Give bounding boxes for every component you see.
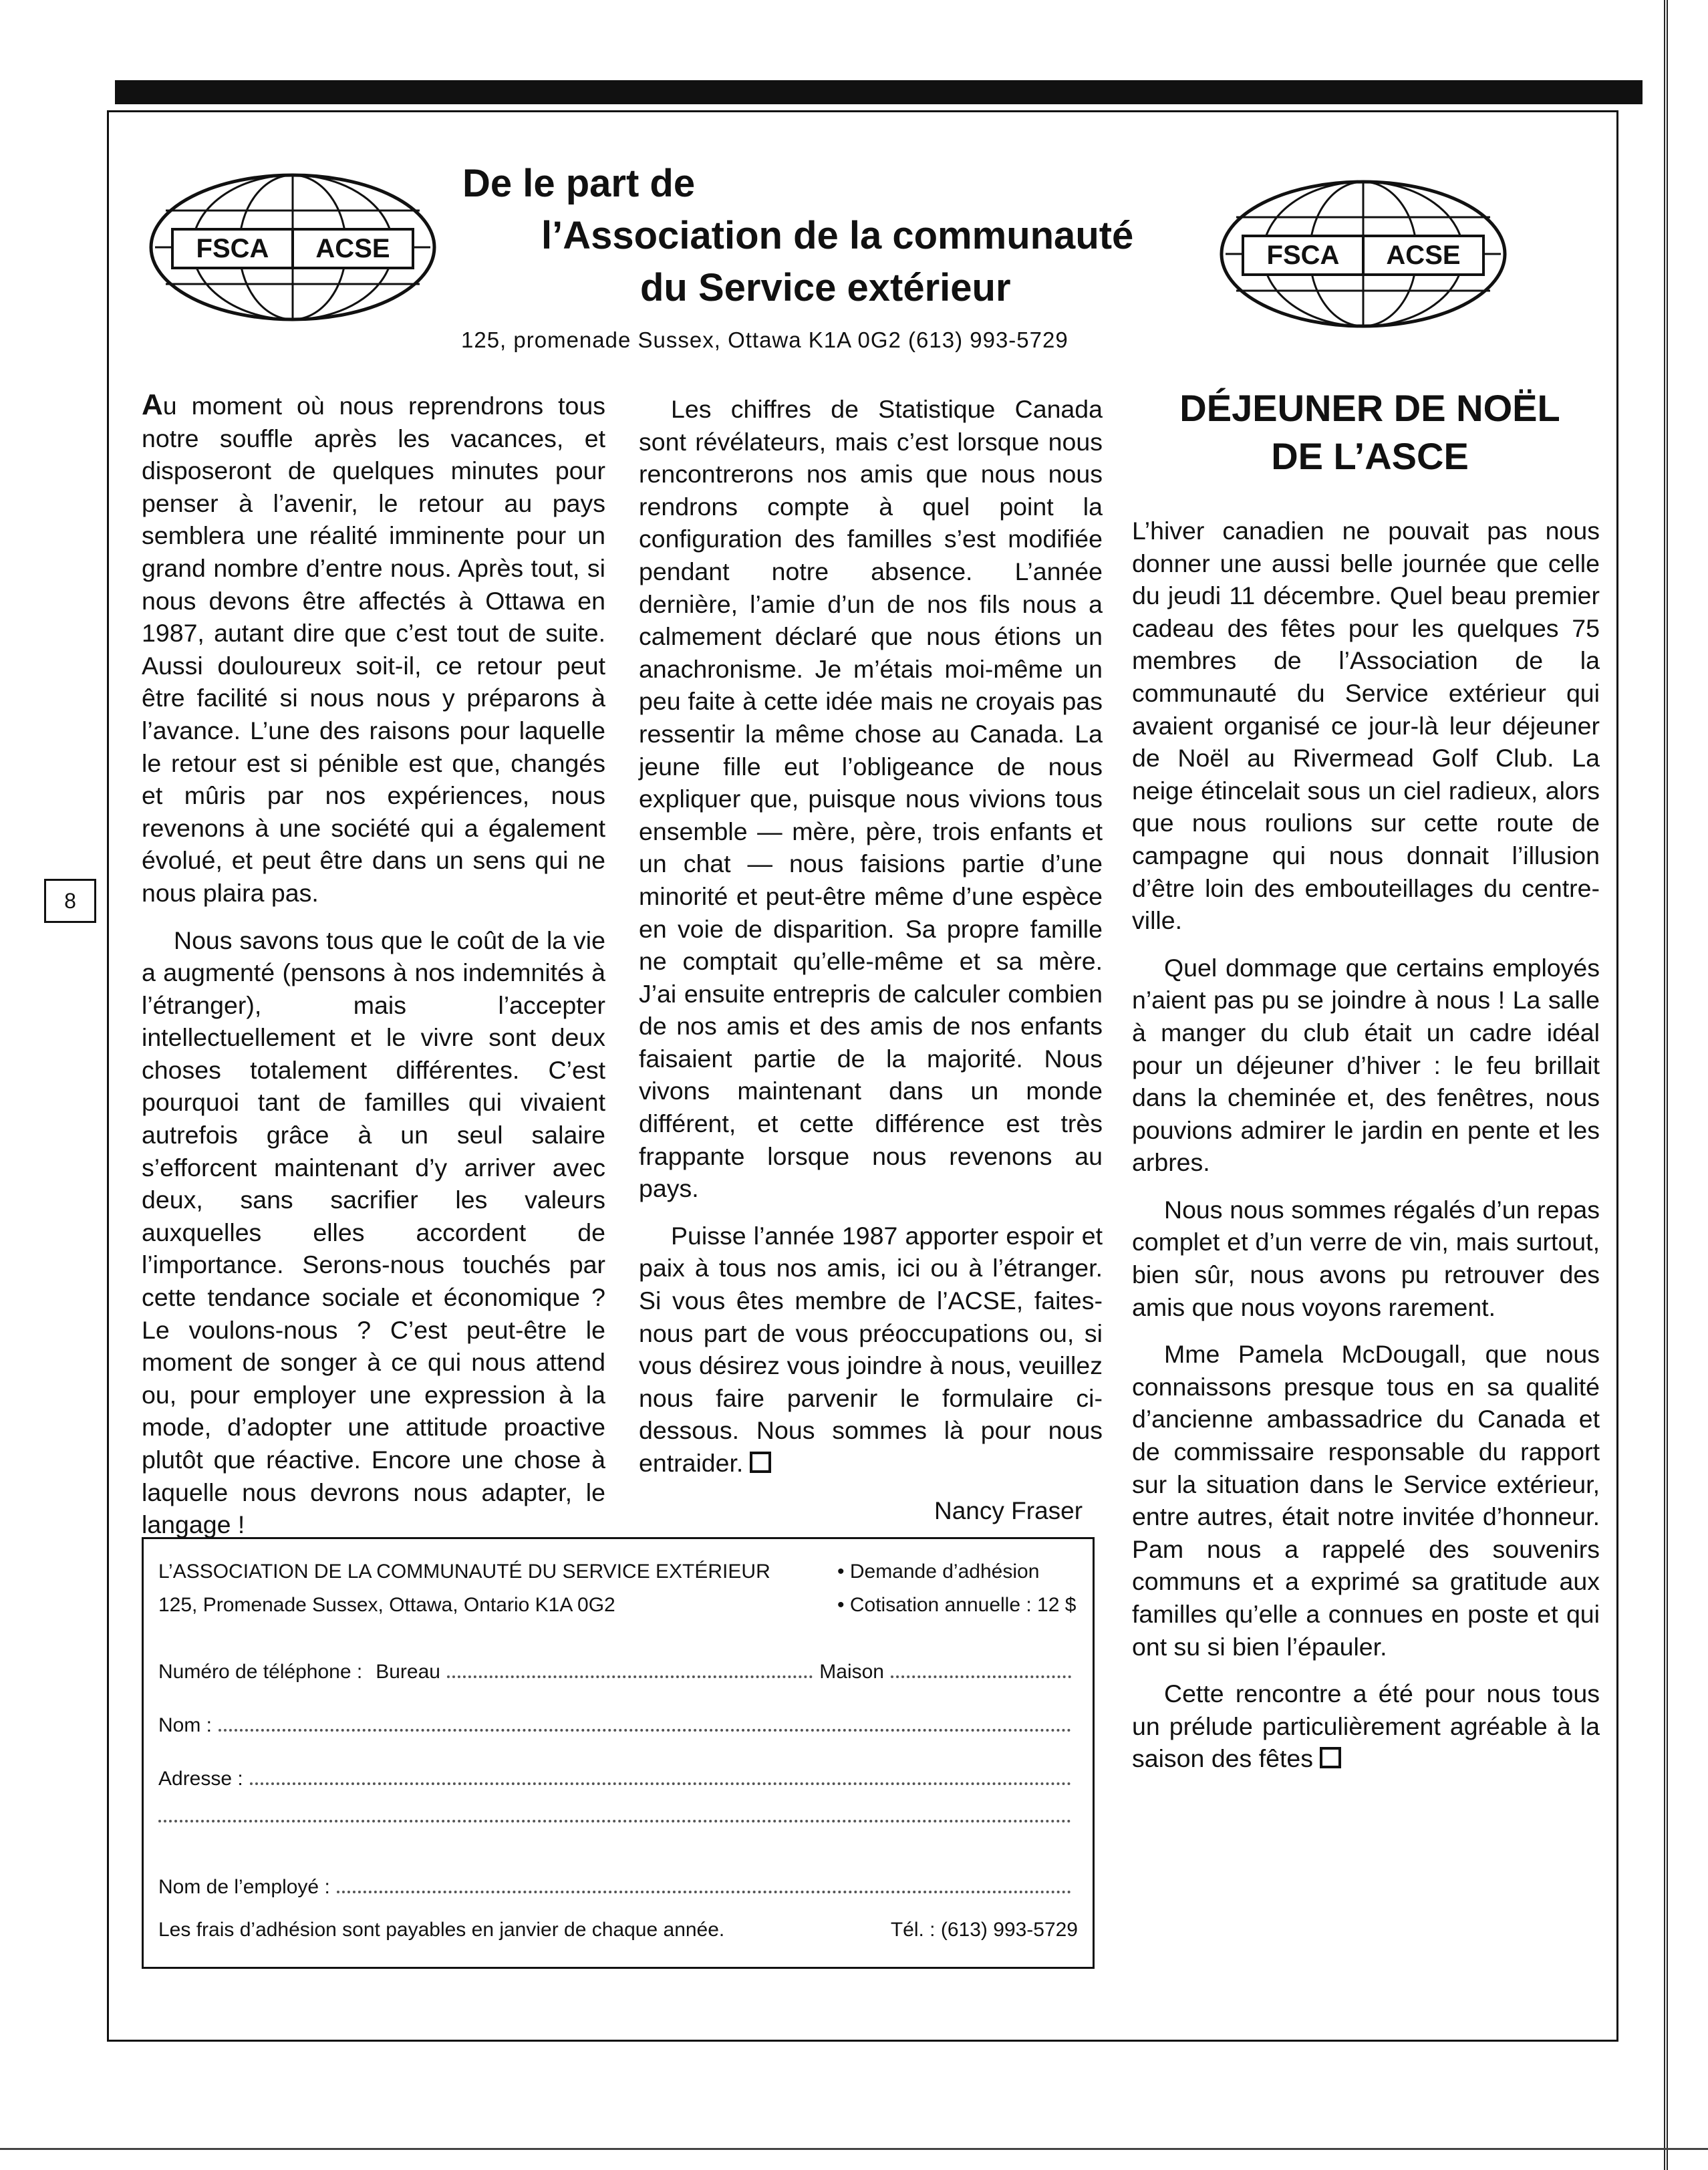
office-phone-field[interactable] (447, 1675, 813, 1678)
fsca-acse-logo (146, 170, 440, 324)
fsca-acse-logo-right (1216, 177, 1510, 331)
address-field-line2[interactable] (158, 1820, 1071, 1822)
logo-left-label: FSCA (1266, 241, 1340, 270)
end-square-icon (750, 1452, 771, 1473)
logo-right-label: ACSE (1386, 241, 1461, 270)
signature: Nancy Fraser (934, 1497, 1083, 1524)
globe-icon (146, 170, 440, 324)
globe-icon (1216, 177, 1510, 331)
noel-title-line1: DÉJEUNER DE NOËL (1179, 387, 1560, 429)
paragraph-text: Pamela McDougall, que nous connaissons presque tous en sa qualité d’ancienne ambassadrice du Canada et de commissaire responsable du rapport sur la situation dans le Service extérieur, entre autres, était notre invitée d’honneur. Pam nous a rappelé des souvenirs communs et a exprimé sa gratitude aux familles qu’elle a connues en poste et qui ont su si bien l’épauler. (1132, 1340, 1600, 1661)
drop-cap: A (142, 388, 163, 421)
employee-label: Nom de l’employé : (158, 1876, 330, 1898)
noel-paragraph: Quel dommage que certains employés n’aient pas pu se joindre à nous ! La salle à manger du club était un cadre idéal pour un déjeuner d’hiver : le feu brillait dans la cheminée et, des fenêtres, nous pouvions admirer le jardin en pente et les arbres. (1132, 953, 1600, 1177)
office-label: Bureau (376, 1661, 440, 1683)
noel-paragraph: L’hiver canadien ne pouvait pas nous donner une aussi belle journée que celle du jeudi 11 décembre. Quel beau premier cadeau des fêtes pour les quelques 75 membres de l’Association de la communauté du Service extérieur qui avaient organisé ce jour-là leur déjeuner de Noël au Rivermead Golf Club. La neige étincelait sous un ciel radieux, alors que nous roulions sur cette route de campagne qui nous donnait l’illusion d’être loin des embouteillages du centre-ville. (1132, 517, 1600, 935)
home-label: Maison (819, 1661, 884, 1683)
end-square-icon (1320, 1747, 1341, 1768)
form-tel: Tél. : (613) 993-5729 (890, 1919, 1078, 1941)
name-label: Nom : (158, 1714, 212, 1736)
top-rule (115, 80, 1643, 104)
logo-right-label: ACSE (315, 234, 390, 263)
address-label: Adresse : (158, 1768, 243, 1790)
article-paragraph (142, 389, 605, 910)
title-abbrev: Mme (1164, 1340, 1220, 1369)
header-line3: du Service extérieur (640, 266, 1011, 309)
noel-paragraph (1132, 1338, 1600, 1663)
article-column-2 (639, 393, 1103, 1494)
paragraph-text: Cette rencontre a été pour nous tous un prélude particulièrement agréable à la saison des fêtes (1132, 1679, 1600, 1773)
header-line1: De le part de (462, 162, 696, 205)
article-paragraph: Les chiffres de Statistique Canada sont révélateurs, mais c’est lorsque nous rencontrerons nos amis que nous nous rendrons compte à quel point la configuration des familles s’est modifiée pendant notre absence. L’année dernière, l’amie d’un de nos fils nous a calmement déclaré que nous étions un anachronisme. Je m’étais moi-même un peu faite à cette idée mais ne croyais pas ressentir la même chose au Canada. La jeune fille eut l’obligeance de nous expliquer que, puisque nous vivions tous ensemble — mère, père, trois enfants et un chat — nous faisions partie d’une minorité et peut-être même d’une espèce en voie de disparition. Sa propre famille ne comptait qu’elle-même et sa mère. J’ai ensuite entrepris de calculer combien de nos amis et des amis de nos enfants faisaient partie de la majorité. Nous vivons maintenant dans un monde différent, et cette différence est très frappante lorsque nous revenons au pays. (639, 395, 1103, 1203)
page-number: 8 (44, 879, 96, 923)
binding-edge (1664, 0, 1708, 2170)
article-column-1 (142, 389, 605, 1556)
name-field[interactable] (219, 1729, 1071, 1732)
article-paragraph: Nous savons tous que le coût de la vie a augmenté (pensons à nos indemnités à l’étranger), mais l’accepter intellectuellement et le vivre sont deux choses totalement différentes. C’est pourquoi tant de familles qui vivaient autrefois grâce à un seul salaire s’efforcent maintenant d’y arriver avec deux, sans sacrifier les valeurs auxquelles elles accordent de l’importance. Serons-nous touchés par cette tendance sociale et économique ? Le voulons-nous ? C’est peut-être le moment de songer à ce qui nous attend ou, pour employer une expression à la mode, d’adopter une attitude proactive plutôt que réactive. Encore une chose à laquelle nous devrons nous adapter, le langage ! (142, 926, 605, 1539)
header-line2: l’Association de la communauté (541, 214, 1134, 257)
scan-bottom-edge (0, 2148, 1708, 2170)
paragraph-text: Puisse l’année 1987 apporter espoir et paix à tous nos amis, ici ou à l’étranger. Si vous êtes membre de l’ACSE, faites-nous part de vous préoccupations ou, si vous désirez vous joindre à nous, veuillez nous faire parvenir le formulaire ci-dessous. Nous sommes là pour nous entraider. (639, 1221, 1103, 1477)
noel-title (1129, 384, 1610, 481)
article-paragraph (639, 1220, 1103, 1480)
logo-left-label: FSCA (196, 234, 269, 263)
paragraph-text: u moment où nous reprendrons tous notre souffle après les vacances, et disposeront de quelques minutes pour penser à l’avenir, le retour au pays semblera une réalité imminente pour un grand nombre d’entre nous. Après tout, si nous devons être affectés à Ottawa en 1987, autant dire que c’est tout de suite. Aussi douloureux soit-il, ce retour peut être facilité si nous nous y préparons à l’avance. L’une des raisons pour laquelle le retour est si pénible est que, changés et mûris par nos expériences, nous revenons à une société qui a également évolué, et peut être dans un sens qui ne nous plaira pas. (142, 392, 605, 907)
form-request: • Demande d’adhésion (837, 1561, 1040, 1583)
address-field[interactable] (250, 1782, 1071, 1785)
membership-form (142, 1537, 1095, 1969)
form-address: 125, Promenade Sussex, Ottawa, Ontario K1A 0G2 (158, 1594, 615, 1616)
employee-field[interactable] (337, 1891, 1071, 1893)
phone-label: Numéro de téléphone : (158, 1661, 363, 1683)
form-fee: • Cotisation annuelle : 12 $ (837, 1594, 1077, 1616)
noel-title-line2: DE L’ASCE (1271, 435, 1469, 477)
header-address: 125, promenade Sussex, Ottawa K1A 0G2 (613) 993-5729 (461, 327, 1069, 352)
form-org: L’ASSOCIATION DE LA COMMUNAUTÉ DU SERVICE EXTÉRIEUR (158, 1561, 770, 1583)
fees-note: Les frais d’adhésion sont payables en janvier de chaque année. (158, 1919, 725, 1941)
noel-paragraph (1132, 1677, 1600, 1775)
noel-column (1132, 515, 1600, 1790)
home-phone-field[interactable] (891, 1675, 1071, 1678)
noel-paragraph: Nous nous sommes régalés d’un repas complet et d’un verre de vin, mais surtout, bien sûr, nous avons pu retrouver des amis que nous voyons rarement. (1132, 1195, 1600, 1321)
